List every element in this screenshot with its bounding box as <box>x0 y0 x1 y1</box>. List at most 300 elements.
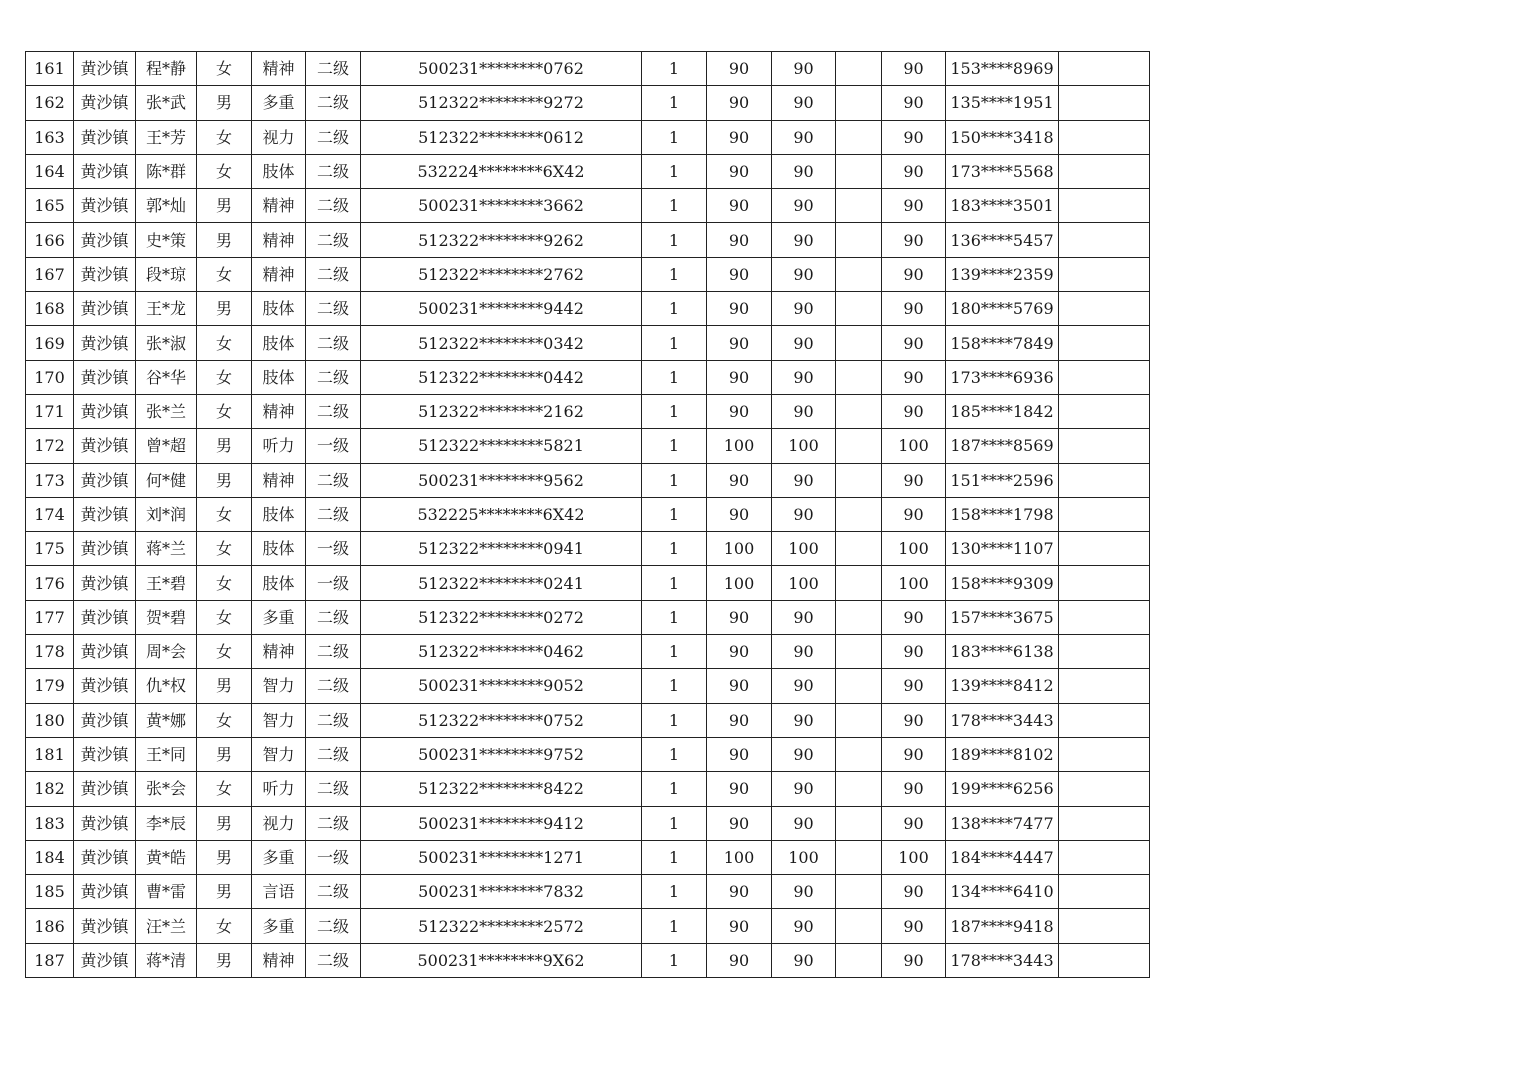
cell-name: 黄*娜 <box>136 703 197 737</box>
cell-quantity: 1 <box>642 566 707 600</box>
cell-note <box>1059 635 1150 669</box>
cell-id-number: 512322********0462 <box>361 635 642 669</box>
cell-name: 王*芳 <box>136 120 197 154</box>
cell-disability-type: 视力 <box>252 806 306 840</box>
cell-disability-type: 言语 <box>252 875 306 909</box>
cell-standard: 90 <box>707 600 772 634</box>
cell-name: 蒋*清 <box>136 943 197 977</box>
cell-disability-level: 二级 <box>306 52 361 86</box>
cell-disability-type: 多重 <box>252 86 306 120</box>
cell-extra <box>836 566 882 600</box>
cell-disability-level: 二级 <box>306 360 361 394</box>
cell-row-number: 172 <box>26 429 74 463</box>
cell-quantity: 1 <box>642 154 707 188</box>
table-row <box>26 360 1150 394</box>
cell-total: 90 <box>882 635 946 669</box>
cell-phone: 180****5769 <box>946 292 1059 326</box>
cell-row-number: 187 <box>26 943 74 977</box>
cell-note <box>1059 806 1150 840</box>
cell-disability-level: 二级 <box>306 806 361 840</box>
cell-quantity: 1 <box>642 463 707 497</box>
cell-gender: 女 <box>197 497 252 531</box>
cell-town: 黄沙镇 <box>74 223 136 257</box>
cell-disability-type: 多重 <box>252 600 306 634</box>
cell-note <box>1059 360 1150 394</box>
cell-total: 90 <box>882 772 946 806</box>
cell-disability-level: 二级 <box>306 394 361 428</box>
cell-disability-type: 智力 <box>252 703 306 737</box>
cell-quantity: 1 <box>642 532 707 566</box>
cell-amount: 90 <box>772 635 836 669</box>
cell-disability-level: 一级 <box>306 566 361 600</box>
table-row <box>26 635 1150 669</box>
cell-standard: 90 <box>707 943 772 977</box>
cell-disability-type: 肢体 <box>252 292 306 326</box>
cell-disability-type: 肢体 <box>252 360 306 394</box>
cell-gender: 男 <box>197 943 252 977</box>
table-row <box>26 154 1150 188</box>
cell-phone: 153****8969 <box>946 52 1059 86</box>
cell-disability-level: 一级 <box>306 429 361 463</box>
cell-disability-level: 二级 <box>306 497 361 531</box>
cell-total: 90 <box>882 86 946 120</box>
cell-disability-type: 智力 <box>252 669 306 703</box>
cell-standard: 90 <box>707 154 772 188</box>
cell-standard: 90 <box>707 223 772 257</box>
cell-disability-level: 二级 <box>306 120 361 154</box>
cell-disability-level: 二级 <box>306 154 361 188</box>
cell-quantity: 1 <box>642 189 707 223</box>
cell-phone: 184****4447 <box>946 840 1059 874</box>
cell-row-number: 178 <box>26 635 74 669</box>
cell-standard: 100 <box>707 566 772 600</box>
cell-amount: 90 <box>772 875 836 909</box>
cell-row-number: 163 <box>26 120 74 154</box>
cell-note <box>1059 875 1150 909</box>
cell-row-number: 169 <box>26 326 74 360</box>
cell-town: 黄沙镇 <box>74 566 136 600</box>
cell-town: 黄沙镇 <box>74 943 136 977</box>
cell-total: 90 <box>882 189 946 223</box>
cell-id-number: 512322********2572 <box>361 909 642 943</box>
cell-disability-level: 二级 <box>306 326 361 360</box>
cell-quantity: 1 <box>642 840 707 874</box>
cell-quantity: 1 <box>642 772 707 806</box>
cell-disability-type: 精神 <box>252 463 306 497</box>
cell-name: 刘*润 <box>136 497 197 531</box>
cell-disability-level: 二级 <box>306 463 361 497</box>
cell-quantity: 1 <box>642 806 707 840</box>
cell-row-number: 162 <box>26 86 74 120</box>
cell-total: 90 <box>882 737 946 771</box>
cell-total: 90 <box>882 223 946 257</box>
cell-note <box>1059 463 1150 497</box>
cell-total: 100 <box>882 532 946 566</box>
cell-extra <box>836 326 882 360</box>
cell-quantity: 1 <box>642 737 707 771</box>
cell-quantity: 1 <box>642 360 707 394</box>
cell-disability-level: 二级 <box>306 909 361 943</box>
cell-standard: 90 <box>707 257 772 291</box>
cell-town: 黄沙镇 <box>74 189 136 223</box>
cell-name: 何*健 <box>136 463 197 497</box>
table-row <box>26 223 1150 257</box>
table-row <box>26 772 1150 806</box>
cell-note <box>1059 943 1150 977</box>
cell-row-number: 179 <box>26 669 74 703</box>
cell-note <box>1059 497 1150 531</box>
cell-note <box>1059 86 1150 120</box>
cell-gender: 男 <box>197 669 252 703</box>
table-row <box>26 52 1150 86</box>
cell-phone: 138****7477 <box>946 806 1059 840</box>
cell-id-number: 512322********5821 <box>361 429 642 463</box>
cell-extra <box>836 429 882 463</box>
cell-row-number: 174 <box>26 497 74 531</box>
table-row <box>26 737 1150 771</box>
cell-phone: 158****9309 <box>946 566 1059 600</box>
cell-row-number: 175 <box>26 532 74 566</box>
cell-disability-type: 视力 <box>252 120 306 154</box>
cell-disability-type: 肢体 <box>252 154 306 188</box>
cell-disability-level: 一级 <box>306 840 361 874</box>
cell-disability-type: 听力 <box>252 772 306 806</box>
cell-town: 黄沙镇 <box>74 429 136 463</box>
cell-note <box>1059 154 1150 188</box>
cell-id-number: 512322********0272 <box>361 600 642 634</box>
cell-name: 周*会 <box>136 635 197 669</box>
cell-phone: 134****6410 <box>946 875 1059 909</box>
cell-standard: 90 <box>707 463 772 497</box>
cell-quantity: 1 <box>642 943 707 977</box>
cell-total: 90 <box>882 669 946 703</box>
cell-name: 陈*群 <box>136 154 197 188</box>
cell-total: 90 <box>882 292 946 326</box>
cell-id-number: 512322********0612 <box>361 120 642 154</box>
cell-standard: 90 <box>707 669 772 703</box>
cell-note <box>1059 120 1150 154</box>
cell-quantity: 1 <box>642 600 707 634</box>
cell-note <box>1059 909 1150 943</box>
cell-town: 黄沙镇 <box>74 806 136 840</box>
cell-id-number: 532224********6X42 <box>361 154 642 188</box>
cell-disability-level: 二级 <box>306 943 361 977</box>
cell-extra <box>836 394 882 428</box>
cell-amount: 90 <box>772 669 836 703</box>
cell-standard: 90 <box>707 806 772 840</box>
cell-note <box>1059 292 1150 326</box>
cell-extra <box>836 806 882 840</box>
cell-town: 黄沙镇 <box>74 394 136 428</box>
table-row <box>26 463 1150 497</box>
cell-extra <box>836 840 882 874</box>
cell-row-number: 164 <box>26 154 74 188</box>
cell-town: 黄沙镇 <box>74 86 136 120</box>
cell-name: 曾*超 <box>136 429 197 463</box>
cell-quantity: 1 <box>642 635 707 669</box>
cell-note <box>1059 326 1150 360</box>
cell-amount: 90 <box>772 737 836 771</box>
cell-row-number: 161 <box>26 52 74 86</box>
cell-quantity: 1 <box>642 326 707 360</box>
cell-amount: 90 <box>772 394 836 428</box>
cell-quantity: 1 <box>642 875 707 909</box>
cell-disability-level: 二级 <box>306 292 361 326</box>
cell-disability-type: 精神 <box>252 943 306 977</box>
cell-extra <box>836 52 882 86</box>
cell-amount: 90 <box>772 497 836 531</box>
cell-phone: 139****8412 <box>946 669 1059 703</box>
cell-amount: 90 <box>772 154 836 188</box>
cell-quantity: 1 <box>642 429 707 463</box>
cell-quantity: 1 <box>642 669 707 703</box>
cell-gender: 男 <box>197 223 252 257</box>
cell-row-number: 173 <box>26 463 74 497</box>
cell-id-number: 512322********2162 <box>361 394 642 428</box>
cell-total: 90 <box>882 326 946 360</box>
cell-total: 90 <box>882 463 946 497</box>
cell-total: 90 <box>882 52 946 86</box>
cell-quantity: 1 <box>642 86 707 120</box>
cell-id-number: 500231********9412 <box>361 806 642 840</box>
cell-quantity: 1 <box>642 394 707 428</box>
table-row <box>26 875 1150 909</box>
cell-id-number: 500231********9562 <box>361 463 642 497</box>
cell-gender: 女 <box>197 120 252 154</box>
cell-amount: 100 <box>772 840 836 874</box>
table-row <box>26 806 1150 840</box>
cell-standard: 90 <box>707 326 772 360</box>
cell-town: 黄沙镇 <box>74 909 136 943</box>
cell-gender: 女 <box>197 52 252 86</box>
cell-phone: 183****6138 <box>946 635 1059 669</box>
cell-name: 王*碧 <box>136 566 197 600</box>
cell-quantity: 1 <box>642 292 707 326</box>
cell-gender: 男 <box>197 429 252 463</box>
cell-row-number: 167 <box>26 257 74 291</box>
cell-id-number: 512322********0342 <box>361 326 642 360</box>
cell-phone: 178****3443 <box>946 943 1059 977</box>
cell-amount: 90 <box>772 189 836 223</box>
cell-id-number: 532225********6X42 <box>361 497 642 531</box>
cell-extra <box>836 120 882 154</box>
cell-extra <box>836 292 882 326</box>
cell-phone: 157****3675 <box>946 600 1059 634</box>
cell-town: 黄沙镇 <box>74 703 136 737</box>
table-row <box>26 909 1150 943</box>
cell-town: 黄沙镇 <box>74 120 136 154</box>
cell-row-number: 183 <box>26 806 74 840</box>
cell-extra <box>836 497 882 531</box>
cell-gender: 女 <box>197 600 252 634</box>
cell-note <box>1059 223 1150 257</box>
table-row <box>26 292 1150 326</box>
cell-amount: 100 <box>772 532 836 566</box>
cell-gender: 男 <box>197 875 252 909</box>
cell-standard: 90 <box>707 394 772 428</box>
cell-gender: 男 <box>197 189 252 223</box>
cell-id-number: 512322********0241 <box>361 566 642 600</box>
cell-phone: 199****6256 <box>946 772 1059 806</box>
cell-disability-level: 二级 <box>306 223 361 257</box>
cell-row-number: 184 <box>26 840 74 874</box>
cell-amount: 90 <box>772 909 836 943</box>
cell-row-number: 185 <box>26 875 74 909</box>
cell-extra <box>836 600 882 634</box>
cell-phone: 130****1107 <box>946 532 1059 566</box>
cell-gender: 女 <box>197 154 252 188</box>
cell-phone: 136****5457 <box>946 223 1059 257</box>
cell-quantity: 1 <box>642 703 707 737</box>
cell-note <box>1059 600 1150 634</box>
table-row <box>26 840 1150 874</box>
cell-row-number: 166 <box>26 223 74 257</box>
cell-phone: 187****8569 <box>946 429 1059 463</box>
cell-id-number: 500231********9752 <box>361 737 642 771</box>
cell-standard: 90 <box>707 737 772 771</box>
cell-gender: 女 <box>197 703 252 737</box>
cell-standard: 100 <box>707 429 772 463</box>
cell-name: 仇*权 <box>136 669 197 703</box>
cell-standard: 100 <box>707 840 772 874</box>
cell-total: 90 <box>882 806 946 840</box>
cell-disability-level: 二级 <box>306 86 361 120</box>
cell-row-number: 186 <box>26 909 74 943</box>
cell-gender: 女 <box>197 326 252 360</box>
cell-gender: 女 <box>197 394 252 428</box>
cell-town: 黄沙镇 <box>74 875 136 909</box>
cell-quantity: 1 <box>642 120 707 154</box>
cell-phone: 158****1798 <box>946 497 1059 531</box>
cell-note <box>1059 772 1150 806</box>
cell-row-number: 181 <box>26 737 74 771</box>
cell-phone: 151****2596 <box>946 463 1059 497</box>
table-row <box>26 120 1150 154</box>
cell-total: 100 <box>882 840 946 874</box>
table-row <box>26 189 1150 223</box>
cell-standard: 90 <box>707 292 772 326</box>
cell-disability-type: 多重 <box>252 909 306 943</box>
cell-disability-type: 精神 <box>252 394 306 428</box>
cell-disability-type: 肢体 <box>252 326 306 360</box>
cell-total: 90 <box>882 943 946 977</box>
cell-name: 蒋*兰 <box>136 532 197 566</box>
cell-name: 郭*灿 <box>136 189 197 223</box>
table-row <box>26 497 1150 531</box>
cell-extra <box>836 532 882 566</box>
cell-id-number: 512322********9262 <box>361 223 642 257</box>
cell-disability-level: 二级 <box>306 635 361 669</box>
cell-disability-type: 肢体 <box>252 532 306 566</box>
cell-town: 黄沙镇 <box>74 840 136 874</box>
cell-extra <box>836 943 882 977</box>
cell-id-number: 512322********0752 <box>361 703 642 737</box>
cell-amount: 100 <box>772 429 836 463</box>
cell-total: 100 <box>882 429 946 463</box>
cell-gender: 女 <box>197 532 252 566</box>
cell-town: 黄沙镇 <box>74 772 136 806</box>
cell-standard: 90 <box>707 703 772 737</box>
cell-extra <box>836 703 882 737</box>
cell-disability-type: 智力 <box>252 737 306 771</box>
cell-town: 黄沙镇 <box>74 635 136 669</box>
cell-note <box>1059 189 1150 223</box>
cell-standard: 90 <box>707 189 772 223</box>
cell-name: 史*策 <box>136 223 197 257</box>
cell-town: 黄沙镇 <box>74 154 136 188</box>
cell-disability-level: 二级 <box>306 703 361 737</box>
cell-id-number: 500231********9052 <box>361 669 642 703</box>
cell-amount: 90 <box>772 120 836 154</box>
cell-extra <box>836 635 882 669</box>
cell-row-number: 171 <box>26 394 74 428</box>
table-row <box>26 566 1150 600</box>
cell-gender: 女 <box>197 772 252 806</box>
table-row <box>26 257 1150 291</box>
cell-standard: 90 <box>707 875 772 909</box>
cell-phone: 135****1951 <box>946 86 1059 120</box>
cell-disability-level: 二级 <box>306 772 361 806</box>
cell-id-number: 500231********7832 <box>361 875 642 909</box>
cell-extra <box>836 360 882 394</box>
cell-town: 黄沙镇 <box>74 463 136 497</box>
cell-amount: 100 <box>772 566 836 600</box>
cell-name: 张*兰 <box>136 394 197 428</box>
cell-row-number: 182 <box>26 772 74 806</box>
cell-id-number: 512322********8422 <box>361 772 642 806</box>
cell-name: 贺*碧 <box>136 600 197 634</box>
cell-note <box>1059 394 1150 428</box>
table-body <box>26 52 1150 978</box>
cell-disability-type: 肢体 <box>252 566 306 600</box>
table-row <box>26 943 1150 977</box>
cell-amount: 90 <box>772 943 836 977</box>
cell-note <box>1059 532 1150 566</box>
cell-quantity: 1 <box>642 223 707 257</box>
cell-total: 90 <box>882 497 946 531</box>
cell-name: 曹*雷 <box>136 875 197 909</box>
table-row <box>26 394 1150 428</box>
cell-phone: 189****8102 <box>946 737 1059 771</box>
cell-row-number: 168 <box>26 292 74 326</box>
cell-gender: 男 <box>197 86 252 120</box>
table-row <box>26 669 1150 703</box>
cell-amount: 90 <box>772 772 836 806</box>
table-row <box>26 429 1150 463</box>
cell-amount: 90 <box>772 223 836 257</box>
table-row <box>26 600 1150 634</box>
cell-gender: 男 <box>197 463 252 497</box>
cell-phone: 173****6936 <box>946 360 1059 394</box>
cell-phone: 158****7849 <box>946 326 1059 360</box>
cell-note <box>1059 429 1150 463</box>
cell-phone: 173****5568 <box>946 154 1059 188</box>
table-row <box>26 532 1150 566</box>
cell-total: 100 <box>882 566 946 600</box>
cell-standard: 90 <box>707 360 772 394</box>
data-table <box>25 51 1150 978</box>
cell-disability-type: 听力 <box>252 429 306 463</box>
cell-name: 程*静 <box>136 52 197 86</box>
cell-quantity: 1 <box>642 52 707 86</box>
cell-town: 黄沙镇 <box>74 257 136 291</box>
cell-disability-level: 二级 <box>306 189 361 223</box>
cell-disability-type: 精神 <box>252 257 306 291</box>
cell-name: 谷*华 <box>136 360 197 394</box>
cell-standard: 90 <box>707 86 772 120</box>
cell-extra <box>836 189 882 223</box>
cell-extra <box>836 737 882 771</box>
